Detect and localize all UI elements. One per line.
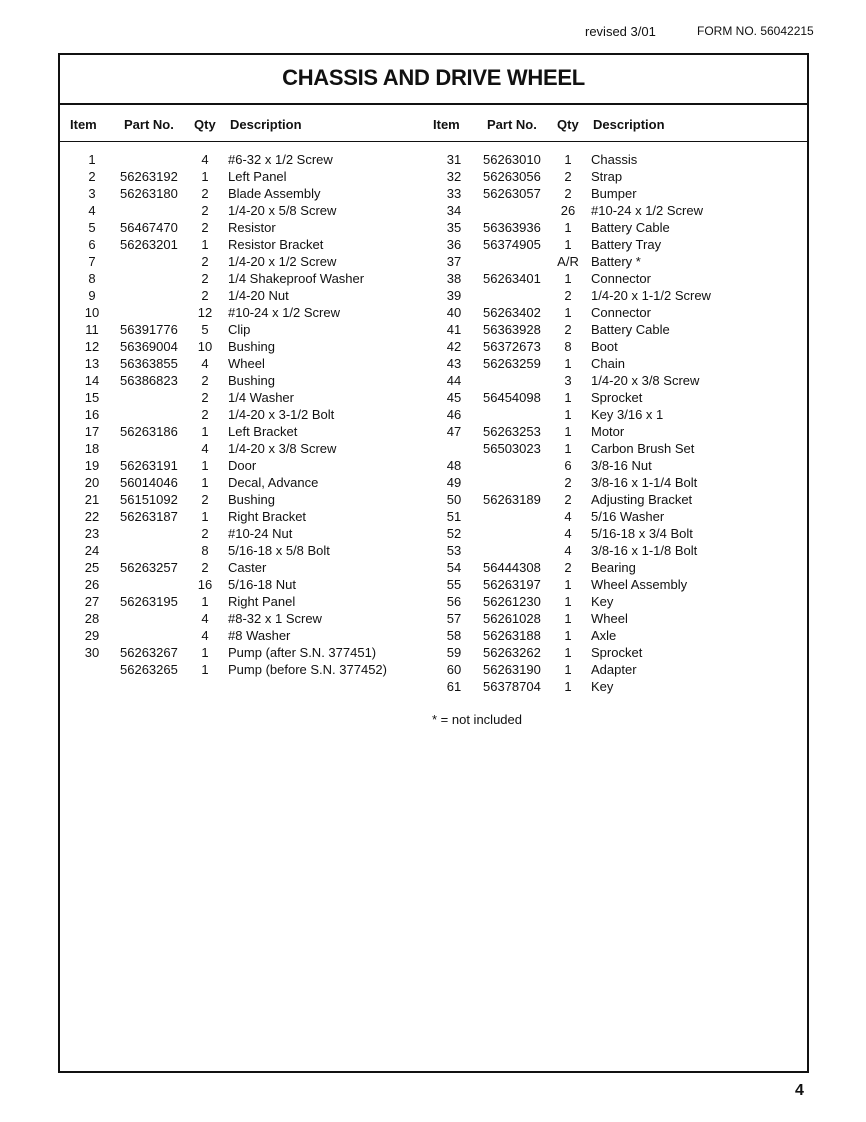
part-number: 56263189 <box>483 492 541 507</box>
quantity: 1 <box>564 645 572 660</box>
part-number: 56263010 <box>483 152 541 167</box>
description: Adapter <box>591 662 637 677</box>
description: 3/8-16 Nut <box>591 458 652 473</box>
description: Key <box>591 594 614 609</box>
description: Bearing <box>591 560 636 575</box>
parts-list-frame <box>58 53 809 1073</box>
part-number: 56391776 <box>120 322 178 337</box>
part-number: 56263186 <box>120 424 178 439</box>
item-number: 22 <box>84 509 100 524</box>
item-number: 47 <box>446 424 462 439</box>
item-number: 54 <box>446 560 462 575</box>
item-number: 40 <box>446 305 462 320</box>
part-number: 56378704 <box>483 679 541 694</box>
item-number: 41 <box>446 322 462 337</box>
description: Bushing <box>228 373 275 388</box>
description: Motor <box>591 424 625 439</box>
part-number: 56263190 <box>483 662 541 677</box>
right-header-desc: Description <box>593 117 665 132</box>
item-number: 9 <box>88 288 96 303</box>
description: Sprocket <box>591 390 643 405</box>
part-number: 56261028 <box>483 611 541 626</box>
part-number: 56263401 <box>483 271 541 286</box>
footnote: * = not included <box>432 712 522 727</box>
part-number: 56263402 <box>483 305 541 320</box>
quantity: 2 <box>201 271 209 286</box>
left-header-desc: Description <box>230 117 302 132</box>
part-number: 56263188 <box>483 628 541 643</box>
quantity: 1 <box>201 475 209 490</box>
header-divider <box>60 141 807 142</box>
description: Bumper <box>591 186 637 201</box>
quantity: 1 <box>564 390 572 405</box>
description: 3/8-16 x 1-1/4 Bolt <box>591 475 698 490</box>
description: Bushing <box>228 339 275 354</box>
quantity: 1 <box>201 594 209 609</box>
item-number: 16 <box>84 407 100 422</box>
quantity: 4 <box>201 441 209 456</box>
description: Strap <box>591 169 623 184</box>
item-number: 26 <box>84 577 100 592</box>
part-number: 56263201 <box>120 237 178 252</box>
item-number: 6 <box>88 237 96 252</box>
description: Chassis <box>591 152 638 167</box>
description: Connector <box>591 271 651 286</box>
item-number: 44 <box>446 373 462 388</box>
quantity: 1 <box>201 237 209 252</box>
description: Left Bracket <box>228 424 298 439</box>
description: Chain <box>591 356 625 371</box>
description: Caster <box>228 560 267 575</box>
item-number: 19 <box>84 458 100 473</box>
part-number: 56263265 <box>120 662 178 677</box>
item-number: 13 <box>84 356 100 371</box>
part-number: 56374905 <box>483 237 541 252</box>
quantity: A/R <box>557 254 579 269</box>
item-number: 35 <box>446 220 462 235</box>
description: #10-24 x 1/2 Screw <box>228 305 341 320</box>
description: Key 3/16 x 1 <box>591 407 664 422</box>
item-number: 45 <box>446 390 462 405</box>
description: Resistor Bracket <box>228 237 324 252</box>
part-number: 56444308 <box>483 560 541 575</box>
item-number: 18 <box>84 441 100 456</box>
part-number: 56363936 <box>483 220 541 235</box>
description: Battery Cable <box>591 322 670 337</box>
form-number: FORM NO. 56042215 <box>697 24 814 38</box>
quantity: 2 <box>201 492 209 507</box>
description: Wheel Assembly <box>591 577 688 592</box>
description: #10-24 x 1/2 Screw <box>591 203 704 218</box>
description: Bushing <box>228 492 275 507</box>
item-number: 51 <box>446 509 462 524</box>
item-number: 31 <box>446 152 462 167</box>
part-number: 56263191 <box>120 458 178 473</box>
item-number: 17 <box>84 424 100 439</box>
item-number: 50 <box>446 492 462 507</box>
part-number: 56467470 <box>120 220 178 235</box>
right-header-item: Item <box>433 117 460 132</box>
quantity: 8 <box>564 339 572 354</box>
item-number: 48 <box>446 458 462 473</box>
item-number: 46 <box>446 407 462 422</box>
item-number: 60 <box>446 662 462 677</box>
part-number: 56151092 <box>120 492 178 507</box>
description: Key <box>591 679 614 694</box>
item-number: 34 <box>446 203 462 218</box>
page-number: 4 <box>795 1082 804 1099</box>
description: Decal, Advance <box>228 475 319 490</box>
item-number: 55 <box>446 577 462 592</box>
quantity: 1 <box>564 407 572 422</box>
part-number: 56369004 <box>120 339 178 354</box>
part-number: 56454098 <box>483 390 541 405</box>
description: #6-32 x 1/2 Screw <box>228 152 333 167</box>
description: Pump (after S.N. 377451) <box>228 645 377 660</box>
quantity: 1 <box>564 594 572 609</box>
item-number: 53 <box>446 543 462 558</box>
item-number: 58 <box>446 628 462 643</box>
description: 5/16-18 Nut <box>228 577 296 592</box>
description: Boot <box>591 339 618 354</box>
quantity: 1 <box>564 220 572 235</box>
part-number: 56014046 <box>120 475 178 490</box>
description: Door <box>228 458 257 473</box>
item-number: 57 <box>446 611 462 626</box>
part-number: 56386823 <box>120 373 178 388</box>
item-number: 10 <box>84 305 100 320</box>
part-number: 56263192 <box>120 169 178 184</box>
quantity: 1 <box>564 152 572 167</box>
item-number: 2 <box>88 169 96 184</box>
part-number: 56263267 <box>120 645 178 660</box>
quantity: 1 <box>564 611 572 626</box>
quantity: 1 <box>564 679 572 694</box>
item-number: 1 <box>88 152 96 167</box>
quantity: 1 <box>564 305 572 320</box>
description: Clip <box>228 322 251 337</box>
description: 3/8-16 x 1-1/8 Bolt <box>591 543 698 558</box>
item-number: 21 <box>84 492 100 507</box>
item-number: 56 <box>446 594 462 609</box>
quantity: 4 <box>201 611 209 626</box>
quantity: 2 <box>564 288 572 303</box>
left-header-qty: Qty <box>194 117 216 132</box>
description: 1/4-20 x 3/8 Screw <box>591 373 700 388</box>
part-number: 56263057 <box>483 186 541 201</box>
quantity: 2 <box>201 526 209 541</box>
quantity: 2 <box>201 220 209 235</box>
quantity: 5 <box>201 322 209 337</box>
description: 1/4-20 x 3-1/2 Bolt <box>228 407 335 422</box>
quantity: 2 <box>564 186 572 201</box>
item-number: 32 <box>446 169 462 184</box>
item-number: 5 <box>88 220 96 235</box>
quantity: 1 <box>201 424 209 439</box>
quantity: 1 <box>564 237 572 252</box>
quantity: 1 <box>201 509 209 524</box>
part-number: 56263257 <box>120 560 178 575</box>
quantity: 1 <box>564 441 572 456</box>
quantity: 4 <box>201 628 209 643</box>
item-number: 39 <box>446 288 462 303</box>
item-number: 25 <box>84 560 100 575</box>
part-number: 56263259 <box>483 356 541 371</box>
quantity: 8 <box>201 543 209 558</box>
part-number: 56263056 <box>483 169 541 184</box>
quantity: 2 <box>564 475 572 490</box>
item-number: 23 <box>84 526 100 541</box>
quantity: 4 <box>201 152 209 167</box>
quantity: 2 <box>201 288 209 303</box>
quantity: 4 <box>564 543 572 558</box>
quantity: 26 <box>560 203 576 218</box>
description: Right Panel <box>228 594 296 609</box>
quantity: 10 <box>197 339 213 354</box>
quantity: 1 <box>201 458 209 473</box>
quantity: 1 <box>564 662 572 677</box>
description: Connector <box>591 305 651 320</box>
quantity: 4 <box>564 526 572 541</box>
quantity: 12 <box>197 305 213 320</box>
description: Battery Cable <box>591 220 670 235</box>
item-number: 52 <box>446 526 462 541</box>
quantity: 2 <box>564 169 572 184</box>
revision-date: revised 3/01 <box>585 24 656 39</box>
item-number: 29 <box>84 628 100 643</box>
description: 1/4-20 x 3/8 Screw <box>228 441 337 456</box>
description: 1/4 Washer <box>228 390 294 405</box>
description: #10-24 Nut <box>228 526 293 541</box>
part-number: 56263197 <box>483 577 541 592</box>
part-number: 56261230 <box>483 594 541 609</box>
part-number: 56363855 <box>120 356 178 371</box>
quantity: 1 <box>201 169 209 184</box>
item-number: 12 <box>84 339 100 354</box>
quantity: 1 <box>564 424 572 439</box>
quantity: 2 <box>201 390 209 405</box>
quantity: 6 <box>564 458 572 473</box>
item-number: 24 <box>84 543 100 558</box>
quantity: 2 <box>201 186 209 201</box>
item-number: 15 <box>84 390 100 405</box>
item-number: 43 <box>446 356 462 371</box>
description: 1/4 Shakeproof Washer <box>228 271 365 286</box>
description: 1/4-20 x 5/8 Screw <box>228 203 337 218</box>
part-number: 56263180 <box>120 186 178 201</box>
description: 1/4-20 x 1-1/2 Screw <box>591 288 711 303</box>
quantity: 4 <box>564 509 572 524</box>
item-number: 42 <box>446 339 462 354</box>
quantity: 3 <box>564 373 572 388</box>
quantity: 2 <box>201 407 209 422</box>
item-number: 20 <box>84 475 100 490</box>
description: Sprocket <box>591 645 643 660</box>
item-number: 59 <box>446 645 462 660</box>
description: #8-32 x 1 Screw <box>228 611 322 626</box>
page-title: CHASSIS AND DRIVE WHEEL <box>282 65 585 90</box>
quantity: 2 <box>201 203 209 218</box>
item-number: 14 <box>84 373 100 388</box>
description: 5/16-18 x 5/8 Bolt <box>228 543 330 558</box>
quantity: 16 <box>197 577 213 592</box>
description: 5/16-18 x 3/4 Bolt <box>591 526 693 541</box>
title-divider <box>60 103 807 105</box>
description: Battery * <box>591 254 641 269</box>
quantity: 4 <box>201 356 209 371</box>
description: Left Panel <box>228 169 287 184</box>
part-number: 56263195 <box>120 594 178 609</box>
item-number: 37 <box>446 254 462 269</box>
quantity: 2 <box>564 560 572 575</box>
quantity: 2 <box>564 492 572 507</box>
description: Blade Assembly <box>228 186 321 201</box>
item-number: 38 <box>446 271 462 286</box>
description: Wheel <box>228 356 265 371</box>
part-number: 56503023 <box>483 441 541 456</box>
item-number: 33 <box>446 186 462 201</box>
part-number: 56263187 <box>120 509 178 524</box>
left-header-part: Part No. <box>124 117 174 132</box>
description: Axle <box>591 628 617 643</box>
description: #8 Washer <box>228 628 291 643</box>
part-number: 56263253 <box>483 424 541 439</box>
description: 5/16 Washer <box>591 509 665 524</box>
quantity: 1 <box>564 271 572 286</box>
item-number: 49 <box>446 475 462 490</box>
quantity: 2 <box>201 373 209 388</box>
item-number: 7 <box>88 254 96 269</box>
part-number: 56372673 <box>483 339 541 354</box>
item-number: 28 <box>84 611 100 626</box>
item-number: 3 <box>88 186 96 201</box>
item-number: 27 <box>84 594 100 609</box>
quantity: 1 <box>564 356 572 371</box>
part-number: 56263262 <box>483 645 541 660</box>
quantity: 1 <box>564 577 572 592</box>
item-number: 8 <box>88 271 96 286</box>
quantity: 1 <box>201 662 209 677</box>
item-number: 4 <box>88 203 96 218</box>
description: Right Bracket <box>228 509 307 524</box>
quantity: 2 <box>201 254 209 269</box>
description: Carbon Brush Set <box>591 441 695 456</box>
right-header-qty: Qty <box>557 117 579 132</box>
description: Adjusting Bracket <box>591 492 693 507</box>
description: Wheel <box>591 611 628 626</box>
quantity: 1 <box>201 645 209 660</box>
quantity: 2 <box>201 560 209 575</box>
description: Resistor <box>228 220 276 235</box>
quantity: 2 <box>564 322 572 337</box>
item-number: 11 <box>85 322 99 337</box>
part-number: 56363928 <box>483 322 541 337</box>
quantity: 1 <box>564 628 572 643</box>
description: 1/4-20 Nut <box>228 288 289 303</box>
left-header-item: Item <box>70 117 97 132</box>
right-header-part: Part No. <box>487 117 537 132</box>
description: Pump (before S.N. 377452) <box>228 662 387 677</box>
item-number: 61 <box>446 679 462 694</box>
item-number: 30 <box>84 645 100 660</box>
description: 1/4-20 x 1/2 Screw <box>228 254 337 269</box>
description: Battery Tray <box>591 237 662 252</box>
item-number: 36 <box>446 237 462 252</box>
